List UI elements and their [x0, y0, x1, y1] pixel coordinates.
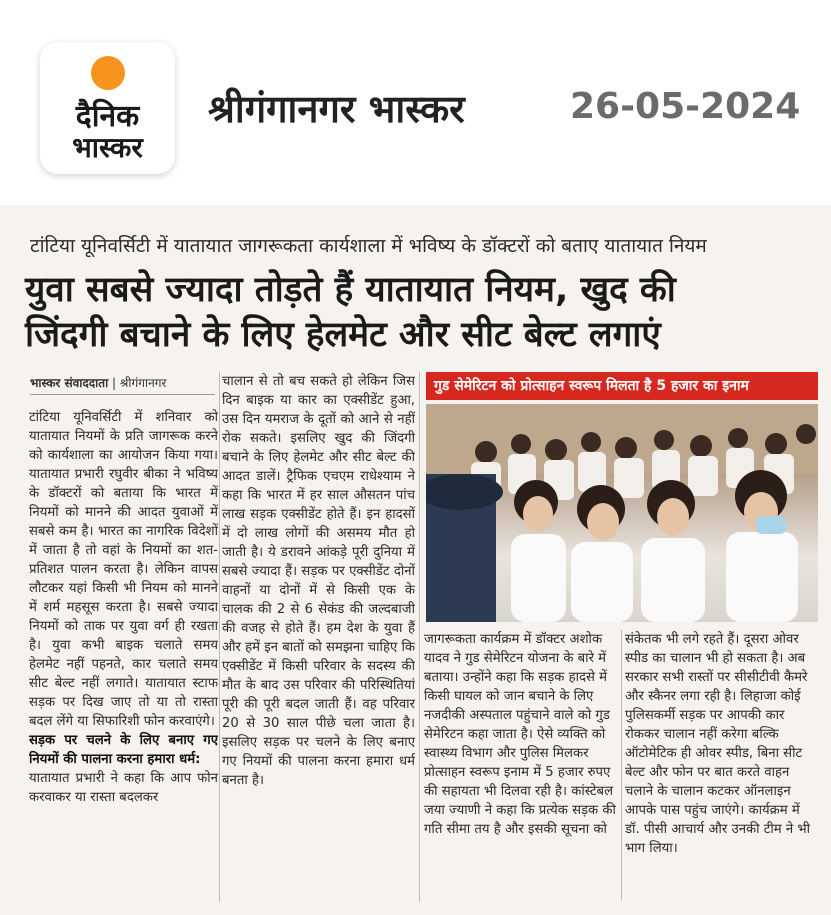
headline-line-1: युवा सबसे ज्यादा तोड़ते हैं यातायात नियम, खुद की [25, 270, 676, 310]
photo-illustration [426, 404, 818, 622]
article-kicker: टांटिया यूनिवर्सिटी में यातायात जागरूकता कार्यशाला में भविष्य के डॉक्टरों को बताए यातायात नियम [30, 235, 707, 257]
article-column-2 [222, 372, 415, 902]
logo-text-line1: दैनिक [75, 99, 140, 134]
column-4-body: संकेतक भी लगे रहते हैं। दूसरा ओवर स्पीड का चालान भी हो सकता है। अब सरकार सभी रास्तों पर सीसीटीवी कैमरे और स्कैनर लगा रही है। लिहाजा कोई पुलिसकर्मी सड़क पर आपकी कार रोककर चालान नहीं करेगा बल्कि ऑटोमेटिक ही ओवर स्पीड, बिना सीट बेल्ट और फोन पर बात करते वाहन चलाने के चालान कटकर ऑनलाइन आपके पास पहुंच जाएंगे। कार्यक्रम में डॉ. पीसी आचार्य और उनकी टीम ने भी भाग लिया। [625, 632, 811, 856]
edition-title: श्रीगंगानगर भास्कर [208, 87, 465, 131]
byline-city: | श्रीगंगानगर [112, 376, 167, 390]
article-column-3 [424, 630, 620, 900]
logo-text-line2: भास्कर [72, 131, 143, 164]
byline [30, 374, 215, 395]
article-headline [25, 268, 825, 358]
article-column-4 [625, 630, 817, 900]
column-1-tail: यातायात प्रभारी ने कहा कि आप फोन करवाकर या रास्ता बदलकर [29, 771, 218, 805]
article-column-1 [29, 408, 218, 905]
header-band [0, 0, 831, 205]
sun-icon [91, 56, 125, 90]
publication-date: 26-05-2024 [570, 86, 801, 127]
next-article-strip [0, 902, 831, 915]
dainik-bhaskar-logo [40, 42, 175, 174]
photo-banner: गुड सेमेरिटन को प्रोत्साहन स्वरूप मिलता है 5 हजार का इनाम [426, 372, 818, 400]
byline-source: भास्कर संवाददाता [30, 376, 109, 390]
column-2-body: चालान से तो बच सकते हो लेकिन जिस दिन बाइक या कार का एक्सीडेंट हुआ, उस दिन यमराज के दूतों को आने से नहीं रोक सकते। इसलिए खुद की जिंदगी बचाने के लिए हेलमेट और सीट बेल्ट की आदत डालें। ट्रैफिक एचएम राधेश्याम ने कहा कि भारत में हर साल औसतन पांच लाख सड़क एक्सीडेंट होते हैं। इन हादसों में दो लाख लोगों की असमय मौत हो जाती है। ये डरावने आंकड़े पूरी दुनिया में सबसे ज्यादा हैं। सड़क पर एक्सीडेंट दोनों वाहनों या दोनों में से किसी एक के चालक की 2 से 6 सेकंड की जल्दबाजी की वजह से होते हैं। हम देश के युवा हैं और हमें इन बातों को समझना चाहिए कि एक्सीडेंट में किसी परिवार के सदस्य की मौत के बाद उस परिवार की परिस्थितियां पूरी की पूरी बदल जाती हैं। वह परिवार 20 से 30 साल पीछे चला जाता है। इसलिए सड़क पर चलने के लिए बनाए गए नियमों की पालना करना हमारा धर्म बनता है। [222, 374, 415, 788]
students-photo [426, 404, 818, 622]
column-divider [621, 630, 622, 900]
column-3-body: जागरूकता कार्यक्रम में डॉक्टर अशोक यादव ने गुड सेमेरिटन योजना के बारे में बताया। उन्होंने कहा कि सड़क हादसे में किसी घायल को जान बचाने के लिए नजदीकी अस्पताल पहुंचाने वाले को गुड सेमेरिटन कहा जाता है। ऐसे व्यक्ति को स्वास्थ्य विभाग और पुलिस मिलकर प्रोत्साहन स्वरूप इनाम में 5 हजार रुपए की सहायता भी दिलवा रही है। कांस्टेबल जया ज्याणी ने कहा कि प्रत्येक सड़क की गति सीमा तय है और इसकी सूचना को [424, 632, 616, 837]
column-1-subhead: सड़क पर चलने के लिए बनाए गए नियमों की पालना करना हमारा धर्म: [29, 733, 218, 767]
column-1-body: टांटिया यूनिवर्सिटी में शनिवार को यातायात नियमों के प्रति जागरूक करने को कार्यशाला का आयोजन किया गया। यातायात प्रभारी रघुवीर बीका ने भविष्य के डॉक्टरों को बताया कि भारत में नियमों को मानने की आदत युवाओं में सबसे कम है। भारत का नागरिक विदेशों में जाता है तो वहां के नियमों का शत-प्रतिशत पालन करता है। लेकिन वापस लौटकर यहां किसी भी नियम को मानने में शर्म महसूस करता है। सबसे ज्यादा नियमों को ताक पर युवा वर्ग ही रखता है। युवा कभी बाइक चलाते समय हेलमेट नहीं पहनते, कार चलाते समय सीट बेल्ट नहीं लगाते। यातायात स्टाफ सड़क पर दिख जाए तो या तो रास्ता बदल लेंगे या सिफारिशी फोन करवाएंगे। [29, 410, 218, 729]
headline-line-2: जिंदगी बचाने के लिए हेलमेट और सीट बेल्ट लगाएं [25, 315, 661, 355]
column-divider [219, 372, 220, 902]
column-divider [419, 372, 420, 902]
